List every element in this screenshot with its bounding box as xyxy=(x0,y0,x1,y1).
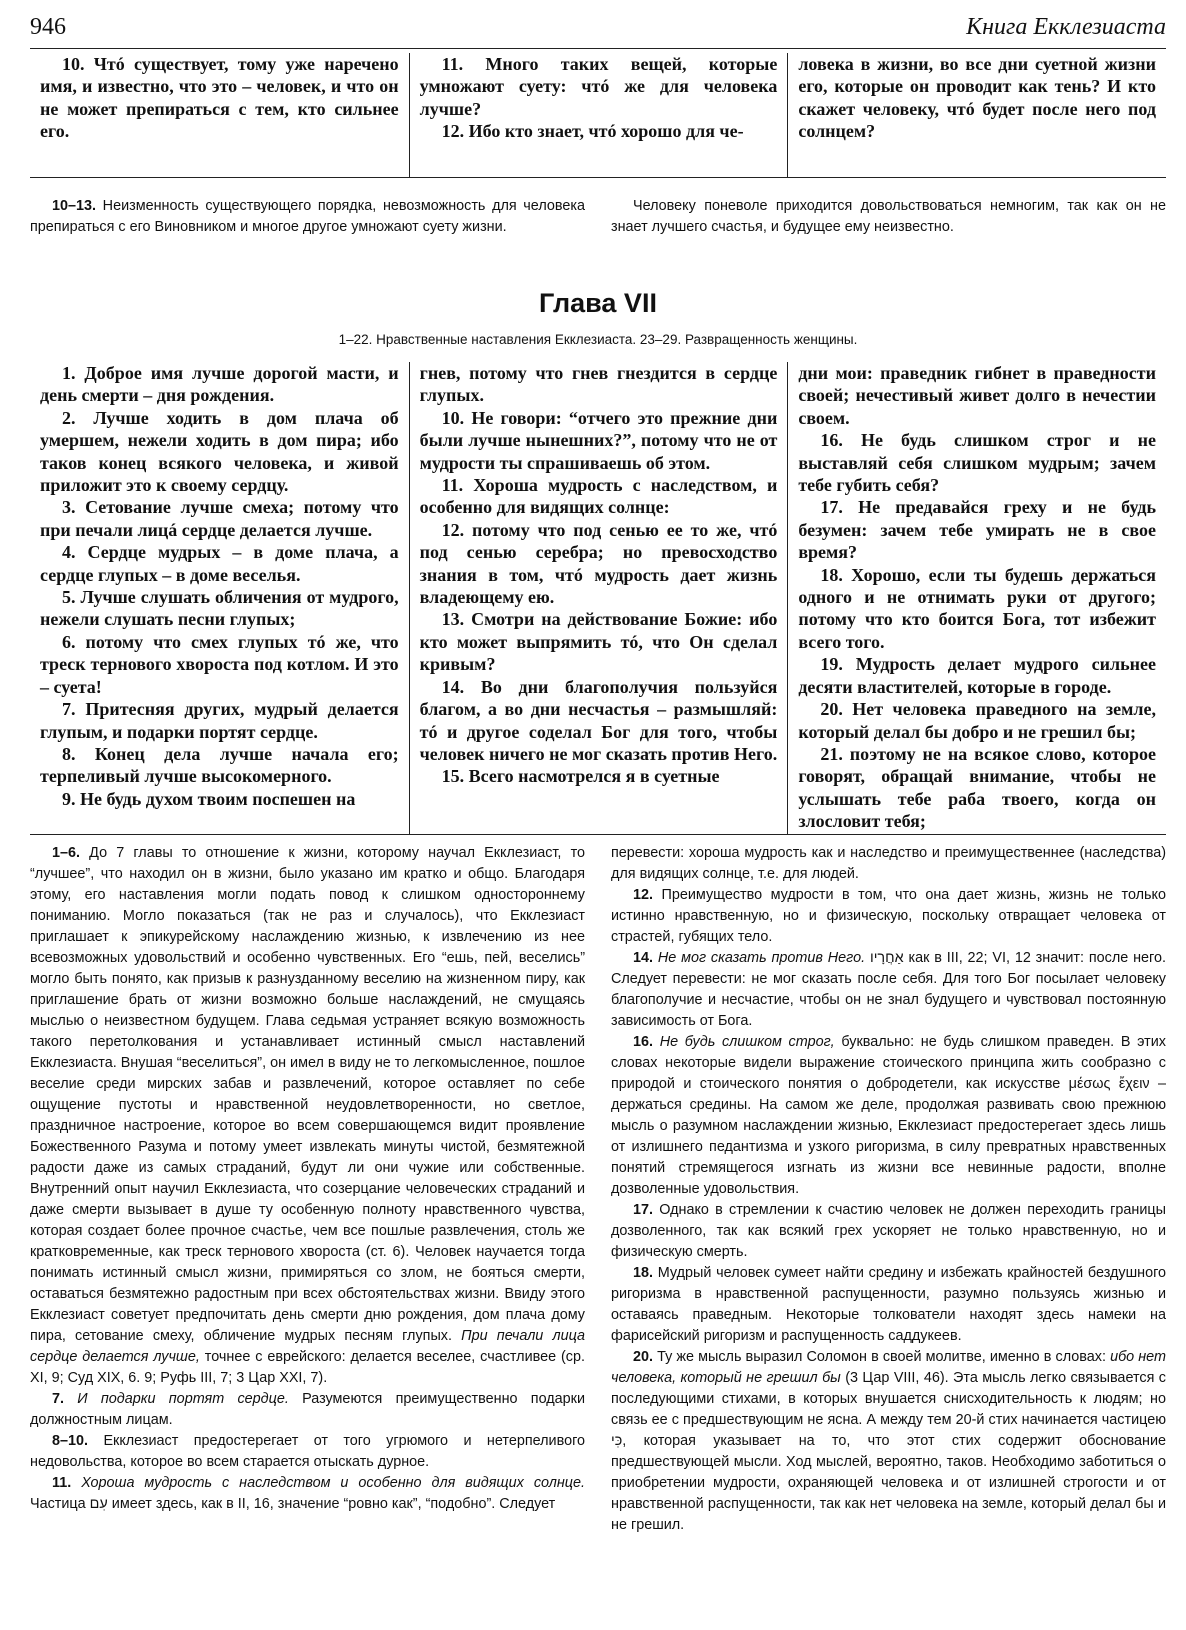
commentary-text: перевести: хороша мудрость как и наследство и преимущественнее (наследства) для видящих солнце, т.е. для людей. xyxy=(611,845,1166,882)
commentary-text: (3 Цар VIII, 46). Эта мысль легко связывается с последующими стихами, в которых внушается снисходительность к людям; но связь ее с предшествующим не ясна. А между тем 20-й стих начинается частицею כִּי, которая указывает на то, что этот стих содержит обоснование предшествующей мысли. Ход мыслей, вероятно, таков. Необходимо заботиться о приобретении мудрости, охраняющей человека и от излишней строгости и от нравственной распущенности, так как нет человека на земле, который делал бы и не грешил. xyxy=(611,1370,1167,1533)
top-verses-col-3 xyxy=(787,53,1166,177)
verse: 20. Нет человека праведного на земле, который делал бы добро и не грешил бы; xyxy=(798,699,1156,742)
commentary-label: 8–10. xyxy=(52,1433,89,1449)
divider xyxy=(30,834,1166,835)
commentary-quote: ибо нет человека, который не грешил бы xyxy=(611,1349,1167,1386)
running-header xyxy=(30,14,1166,49)
commentary-text: Преимущество мудрости в том, что она дает жизнь, жизнь не только истинно нравственную, но и физическую, поскольку отвращает человека от страстей, губящих тело. xyxy=(611,887,1166,945)
commentary-col-right xyxy=(611,843,1166,1536)
commentary-text: буквально: не будь слишком праведен. В этих словах некоторые видели выражение стоического принципа жить сообразно с природой и стоического понятия о добродетели, как искусстве μέσως ἔχειν – держаться средины. На самом же деле, продолжая развивать свою прежнюю мысль о разумном наслаждении жизнью, Екклезиаст предостерегает здесь лишь от излишнего педантизма и узкого ригоризма, в силу превратных нравственных понятий стремящегося изгнать из жизни все невинные радости, вполне дозволенные удовольствия. xyxy=(611,1034,1166,1197)
commentary-quote: Не мог сказать против Него. xyxy=(657,950,866,966)
verse: 19. Мудрость делает мудрого сильнее десяти властителей, которые в городе. xyxy=(798,654,1156,697)
commentary-paragraph xyxy=(611,1032,1166,1200)
commentary-label: 11. xyxy=(52,1475,72,1491)
chapter-title: Глава VII xyxy=(539,288,657,318)
verse: 14. Во дни благополучия пользуйся благом, а во дни несчастья – размышляй: тó и другое соделал Бог для того, чтобы человек ничего не мог сказать против Него. xyxy=(419,676,778,764)
top-verses-col-2 xyxy=(409,53,788,177)
verse: 12. Ибо кто знает, чтó хорошо для че- xyxy=(441,121,744,142)
verse: 11. Хороша мудрость с наследством, и особенно для видящих солнце: xyxy=(419,475,778,518)
commentary-paragraph xyxy=(611,1263,1166,1347)
verse: 8. Конец дела лучше начала его; терпеливый лучше высокомерного. xyxy=(40,743,399,787)
page xyxy=(30,14,1166,1536)
verse: 12. потому что под сенью ее то же, чтó под сенью серебра; но превосходство знания в том, чтó мудрость дает жизнь владеющему ею. xyxy=(419,519,778,608)
commentary-paragraph xyxy=(30,1431,585,1473)
verse: 15. Всего насмотрелся я в суетные xyxy=(441,766,720,787)
verse: дни мои: праведник гибнет в праведности своей; нечестивый живет долго в нечестии своем. xyxy=(798,363,1156,428)
commentary-paragraph xyxy=(30,196,585,258)
commentary-text: Разумеются преимущественно подарки должностным лицам. xyxy=(30,1391,586,1428)
commentary-label: 12. xyxy=(633,887,654,903)
verses-col-3 xyxy=(787,362,1166,834)
commentary-text: Неизменность существующего порядка, невозможность для человека препираться с его Виновником и многое другое умножают суету жизни. xyxy=(30,198,585,235)
commentary-text: Мудрый человек сумеет найти средину и избежать крайностей бездушного ригоризма в нравственной распущенности, разумно пользуясь жизнью и оставаясь праведным. Некоторые толкователи находят здесь намеки на фарисейский ригоризм и распущенность саддукеев. xyxy=(611,1265,1167,1344)
verse: 21. поэтому не на всякое слово, которое говорят, обращай внимание, чтобы не услышать тебе раба твоего, когда он злословит тебя; xyxy=(798,743,1156,832)
verse: 9. Не будь духом твоим поспешен на xyxy=(62,788,356,809)
verse: 7. Притесняя других, мудрый делается глупым, и подарки портят сердце. xyxy=(40,699,399,742)
commentary-paragraph xyxy=(611,843,1166,885)
verse: 1. Доброе имя лучше дорогой масти, и день смерти – дня рождения. xyxy=(40,363,399,406)
commentary-quote: При печали лица сердце делается лучше, xyxy=(30,1328,585,1365)
verse: 16. Не будь слишком строг и не выставляй себя слишком мудрым; зачем тебе губить себя? xyxy=(798,430,1156,496)
commentary-label: 18. xyxy=(633,1265,654,1281)
top-verses-col-1 xyxy=(30,53,409,177)
top-commentary xyxy=(30,196,1166,258)
verse: 11. Много таких вещей, которые умножают суету: чтó же для человека лучше? xyxy=(419,54,778,119)
top-verses xyxy=(30,53,1166,177)
verse: 10. Чтó существует, тому уже наречено имя, и известно, что это – человек, и что он не может препираться с тем, кто сильнее его. xyxy=(40,54,399,142)
commentary-text: До 7 главы то отношение к жизни, которому научал Екклезиаст, то “лучшее”, что находил он в жизни, было указано им кратко и общо. Благодаря этому, его наставления могли подать повод к слишком одностороннему пониманию. Могло показаться (так не раз и случалось), что Екклезиаст приглашает к эпикурейскому наслаждению жизнью, к извлечению из нее всевозможных удовольствий и особенно чувственных. Его “ешь, пей, веселись” могло быть понято, как призыв к разнузданному веселию на жизненном пиру, как приглашение брать от жизни возможно больше наслаждений, не смущаясь мыслью о неизвестном будущем. Глава седьмая устраняет всякую возможность такого перетолкования и устанавливает истинный смысл наставлений Екклезиаста. Внушая “веселиться”, он имел в виду не то легкомысленное, пошлое веселие среди мирских забав и развлечений, которое оставляет по себе ощущение пустоты и нравственной неудовлетворенности, но светлое, праздничное настроение, которое во всем совершающемся видит проявление Божественного Разума и потому умеет извлекать минуты чистой, безмятежной радости даже из самых страданий, будут ли они чужие или собственные. Внутренний опыт научил Екклезиаста, что созерцание человеческих страданий и даже смерти вызывает в душе ту особенную полноту нравственного чувства, которая создает более прочное счастье, чем все пошлые развлечения, столь же кратковременные, как треск тернового хвороста (ст. 6). Человек научается тогда понимать истинный смысл жизни, примиряться со злом, не бояться смерти, оставаться безмятежно радостным при всех обстоятельствах жизни. Ввиду этого Екклезиаст советует предпочитать день смерти дню рождения, дом плача дому пира, сетование смеху, обличение мудрых песням глупых. xyxy=(30,845,586,1344)
commentary-text: Ту же мысль выразил Соломон в своей молитве, именно в словах: xyxy=(657,1349,1106,1365)
chapter-verses xyxy=(30,362,1166,834)
verse: 6. потому что смех глупых тó же, что треск тернового хвороста под котлом. И это – суета! xyxy=(40,631,399,697)
commentary-text: אַחֲרָיו как в III, 22; VI, 12 значит: после него. Следует перевести: не мог сказать после себя. Для того Бог посылает человеку благополучие и несчастие, чтобы он не знал будущего и чувствовал постоянную зависимость от Бога. xyxy=(611,950,1166,1029)
commentary-paragraph xyxy=(611,1347,1166,1536)
commentary-paragraph xyxy=(611,948,1166,1032)
commentary-label: 14. xyxy=(633,950,654,966)
commentary xyxy=(30,843,1166,1536)
commentary-paragraph: Человеку поневоле приходится довольствоваться немногим, так как он не знает лучшего счастья, и будущее ему неизвестно. xyxy=(611,198,1166,235)
verse: 13. Смотри на действование Божие: ибо кто может выпрямить тó, что Он сделал кривым? xyxy=(419,609,778,675)
commentary-paragraph xyxy=(30,1389,585,1431)
commentary-label: 20. xyxy=(633,1349,654,1365)
commentary-label: 17. xyxy=(633,1202,654,1218)
verse: 10. Не говори: “отчего это прежние дни были лучше нынешних?”, потому что не от мудрости ты спрашиваешь об этом. xyxy=(419,407,778,473)
book-title: Книга Екклезиаста xyxy=(966,14,1166,40)
verses-col-2 xyxy=(409,362,788,834)
commentary-label: 16. xyxy=(633,1034,654,1050)
commentary-quote: И подарки портят сердце. xyxy=(77,1391,289,1407)
commentary-paragraph xyxy=(611,885,1166,948)
chapter-summary: 1–22. Нравственные наставления Екклезиаста. 23–29. Развращенность женщины. xyxy=(338,332,858,347)
commentary-text: Частица עִם имеет здесь, как в II, 16, значение “ровно как”, “подобно”. Следует xyxy=(30,1496,556,1512)
commentary-paragraph xyxy=(611,1200,1166,1263)
verse: 18. Хорошо, если ты будешь держаться одного и не отнимать руки от другого; потому что кто боится Бога, тот избежит всего того. xyxy=(798,564,1156,652)
verse: ловека в жизни, во все дни суетной жизни его, которые он проводит как тень? И кто скажет человеку, чтó будет после него под солнцем? xyxy=(798,54,1156,142)
commentary-label: 1–6. xyxy=(52,845,81,861)
commentary-quote: Хороша мудрость с наследством и особенно для видящих солнце. xyxy=(81,1475,585,1491)
verse: 2. Лучше ходить в дом плача об умершем, нежели ходить в дом пира; ибо таков конец всякого человека, и живой приложит это к своему сердцу. xyxy=(40,407,399,496)
verses-col-1 xyxy=(30,362,409,834)
commentary-label: 7. xyxy=(52,1391,65,1407)
commentary-quote: Не будь слишком строг, xyxy=(659,1034,835,1050)
verse: 3. Сетование лучше смеха; потому что при печали лицá сердце делается лучше. xyxy=(40,497,399,540)
commentary-text: точнее с еврейского: делается веселее, счастливее (ср. XI, 9; Суд XIX, 6. 9; Руфь III, 7; 3 Цар XXI, 7). xyxy=(30,1349,585,1386)
commentary-paragraph xyxy=(30,1473,585,1515)
divider xyxy=(30,177,1166,178)
commentary-col-left xyxy=(30,843,585,1536)
commentary-label: 10–13. xyxy=(52,198,97,214)
verse: 5. Лучше слушать обличения от мудрого, нежели слушать песни глупых; xyxy=(40,587,399,630)
commentary-paragraph xyxy=(30,843,585,1389)
verse: 17. Не предавайся греху и не будь безумен: зачем тебе умирать не в свое время? xyxy=(798,497,1156,563)
verse: 4. Сердце мудрых – в доме плача, а сердце глупых – в доме веселья. xyxy=(40,542,399,585)
commentary-text: Однако в стремлении к счастию человек не должен переходить границы дозволенного, так как всякий грех ускоряет не только нравственную, но и физическую смерть. xyxy=(611,1202,1166,1260)
verse: гнев, потому что гнев гнездится в сердце глупых. xyxy=(419,363,778,406)
commentary-text: Екклезиаст предостерегает от того угрюмого и нетерпеливого недовольства, которое во всем старается отыскать дурное. xyxy=(30,1433,586,1470)
page-number: 946 xyxy=(30,14,66,40)
